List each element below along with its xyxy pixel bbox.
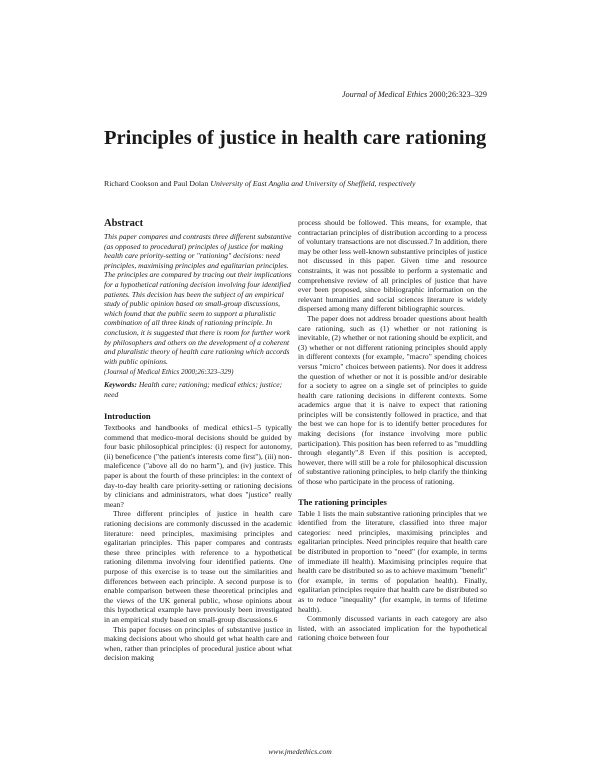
article-title: Principles of justice in health care rationing: [104, 127, 487, 149]
author-names: Richard Cookson and Paul Dolan: [104, 179, 209, 188]
intro-paragraph-1: Textbooks and handbooks of medical ethics1–5 typically commend that medico-moral decisions should be guided by four basic philosophical principles: (i) respect for autonomy, (ii) beneficence ("the patient's interests come first"), (iii) non-maleficence ("above all do no harm"), and (iv) justice. This paper is about the fourth of these principles: in the context of day-to-day health care priority-setting or rationing decisions by clinicians and administrators, what does "justice" really mean?: [104, 423, 292, 509]
body-paragraph-4: Commonly discussed variants in each category are also listed, with an associated implication for the hypothetical rationing choice between four: [298, 614, 487, 643]
abstract-body: This paper compares and contrasts three different substantive (as opposed to procedural) principles of justice for making health care priority-setting or "rationing" decisions: need principles, maximising principles and egalitarian principles. The principles are compared by tracing out their implications for a hypothetical rationing decision involving four identified patients. This decision has been the subject of an empirical study of public opinion based on small-group discussions, which found that the public seem to support a pluralistic combination of all three kinds of rationing principle. In conclusion, it is suggested that there is room for further work by philosophers and others on the development of a coherent and pluralistic theory of health care rationing which accords with public opinions.: [104, 232, 292, 366]
body-paragraph-1: process should be followed. This means, for example, that contractarian principles of distribution according to a process of voluntary transactions are not discussed.7 In addition, there may be other less well-known substantive principles of justice not discussed in this paper. Given time and resource constraints, it was not possible to perform a systematic and comprehensive review of all principles of justice that have ever been proposed, since bibliographic information on the relevant humanities and social sciences literature is widely dispersed among many different bibliographic sources.: [298, 218, 487, 314]
author-affiliation: University of East Anglia and University of Sheffield, respectively: [210, 179, 416, 188]
journal-citation: [342, 90, 487, 99]
intro-paragraph-2: Three different principles of justice in health care rationing decisions are commonly discussed in the academic literature: need principles, maximising principles and egalitarian principles. This paper compares and contrasts these three principles with reference to a hypothetical rationing dilemma involving four identified patients. One purpose of this exercise is to tease out the similarities and differences between each principle. A second purpose is to enable comparison between these theoretical principles and the views of the UK general public, whose opinions about this hypothetical example have previously been investigated in an empirical study based on small-group discussions.6: [104, 509, 292, 624]
body-paragraph-3: Table 1 lists the main substantive rationing principles that we identified from the literature, classified into three major categories: need principles, maximising principles and egalitarian principles. Need principles require that health care be distributed in proportion to "need" (for example, in terms of immediate ill health). Maximising principles require that health care be distributed so as to achieve maximum "benefit" (for example, in terms of population health). Finally, egalitarian principles require that health care be distributed so as to reduce "inequality" (for example, in terms of lifetime health).: [298, 508, 487, 614]
introduction-heading: Introduction: [104, 411, 151, 422]
keywords: [104, 380, 292, 399]
abstract-heading: Abstract: [104, 218, 144, 229]
keywords-label: Keywords:: [104, 379, 137, 389]
author-line: [104, 179, 415, 188]
journal-volume: 2000;26:323–329: [429, 90, 487, 99]
footer-url: www.jmedethics.com: [268, 747, 332, 756]
keywords-list: Health care; rationing; medical ethics; justice; need: [104, 379, 283, 399]
right-column: [298, 218, 487, 643]
left-column: [104, 218, 292, 663]
rationing-principles-heading: The rationing principles: [298, 496, 387, 507]
abstract-reference: (Journal of Medical Ethics 2000;26:323–329): [104, 368, 234, 377]
intro-paragraph-3: This paper focuses on principles of substantive justice in making decisions about who should get what health care and when, rather than principles of procedural justice about what decision making: [104, 624, 292, 663]
abstract-section: [104, 218, 292, 399]
body-paragraph-2: The paper does not address broader questions about health care rationing, such as (1) whether or not rationing is inevitable, (2) whether or not rationing should be explicit, and (3) whether or not different rationing principles should apply in different contexts (for example, "macro" spending choices versus "micro" choices between patients). Nor does it address the question of whether or not it is possible and/or desirable for a society to agree on a single set of principles to guide health care rationing decisions in different contexts. Some academics argue that it is naive to expect that rationing principles will be consistently followed in practice, and that the best we can hope for is to identify better procedures for making decisions (for instance involving more public participation). This position has been referred to as "muddling through elegantly".8 Even if this position is accepted, however, there will still be a role for philosophical discussion of substantive rationing principles, to help clarify the thinking of those who participate in the process of rationing.: [298, 313, 487, 487]
journal-name: Journal of Medical Ethics: [341, 90, 428, 99]
